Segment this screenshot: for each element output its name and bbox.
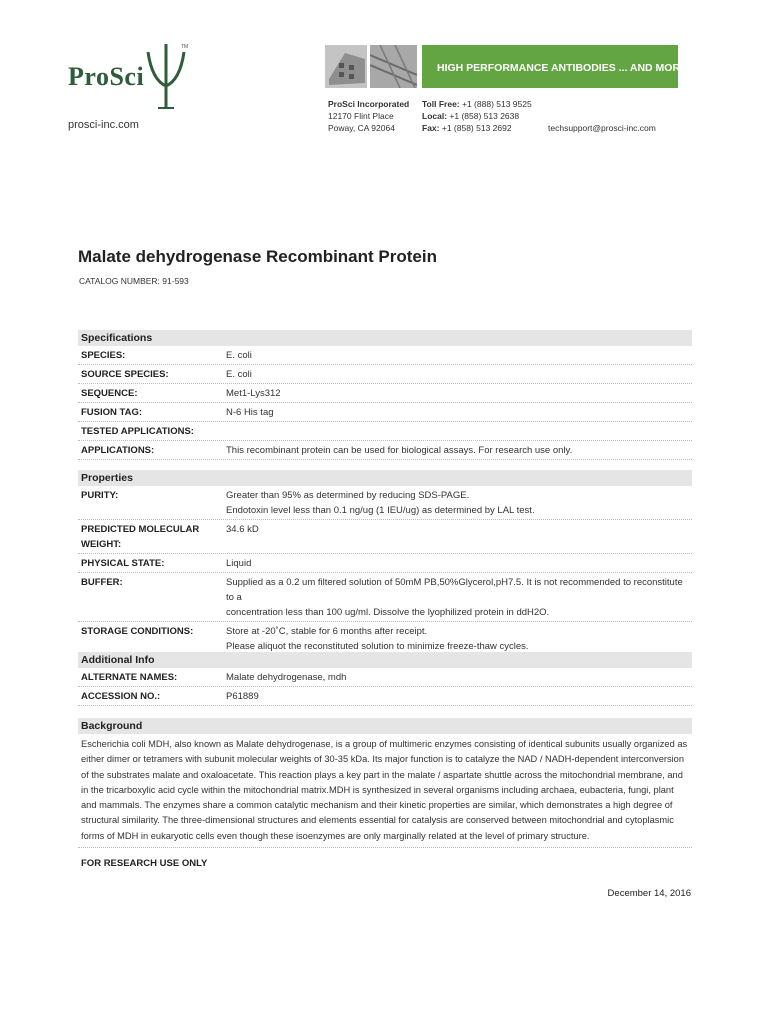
spec-label: APPLICATIONS: [81,445,155,456]
section-heading: Specifications [78,330,692,346]
spec-row [78,384,692,403]
support-email[interactable]: techsupport@prosci-inc.com [548,123,656,133]
spec-label: TESTED APPLICATIONS: [81,426,194,437]
background-section [78,718,692,848]
spec-value [226,424,692,439]
lab-photo [370,45,417,88]
toll-free-number[interactable]: +1 (888) 513 9525 [462,99,532,109]
purity-line: Endotoxin level less than 0.1 ng/ug (1 IEU/ug) as determined by LAL test. [226,505,535,516]
section-heading: Background [78,718,692,734]
background-line: forms of MDH in eukaryotic cells even though these isoenzymes are only marginally related at the level of primary structure. [81,830,590,841]
spec-label: FUSION TAG: [81,407,143,418]
purity-label: PURITY: [81,490,119,501]
buffer-line: concentration less than 100 ug/ml. Dissolve the lyophilized protein in ddH2O. [226,607,550,618]
spec-value: Met1-Lys312 [226,388,281,399]
toll-free-label: Toll Free: [422,99,460,109]
background-line: structural similarity. The three-dimensional structures and elements essential for catalysis are conserved between mitochondrial and cytoplasmic [81,815,674,826]
mw-label: WEIGHT: [81,539,122,550]
fax-number: +1 (858) 513 2692 [441,123,512,133]
accession-label: ACCESSION NO.: [81,691,161,702]
spec-row [78,346,692,365]
spec-label: SEQUENCE: [81,388,138,399]
research-use-note: FOR RESEARCH USE ONLY [81,858,208,869]
spec-value: N-6 His tag [226,407,274,418]
phone-block [422,98,532,134]
background-text [78,734,692,848]
section-heading: Properties [78,470,692,486]
accession-value[interactable]: P61889 [226,691,259,702]
storage-line: Store at -20˚C, stable for 6 months after receipt. [226,626,428,637]
spec-row [78,422,692,441]
background-line: either dimer or tetramers with subunit molecular weights of 30-35 kDa. Its major function is to catalyze the NAD / NADH-dependent interconversion [81,754,685,765]
specifications-section [78,330,692,460]
spec-value: E. coli [226,369,252,380]
background-line: Escherichia coli MDH, also known as Malate dehydrogenase, is a group of multimeric enzymes consisting of identical subunits usually organized as [81,739,688,749]
company-address [328,98,409,134]
state-label: PHYSICAL STATE: [81,558,165,569]
storage-label: STORAGE CONDITIONS: [81,626,194,637]
local-number[interactable]: +1 (858) 513 2638 [449,111,520,121]
building-photo [325,45,367,88]
properties-section [78,470,692,656]
background-line: and mammals. The enzymes share a common catalytic mechanism and their kinetic properties are similar, which demonstrates a high degree of [81,800,673,811]
spec-row [78,365,692,384]
tagline-banner: HIGH PERFORMANCE ANTIBODIES ... AND MORE [422,45,678,88]
street: 12170 Flint Place [328,111,394,121]
spec-value: This recombinant protein can be used for biological assays. For research use only. [226,445,573,456]
document-date: December 14, 2016 [607,888,691,899]
storage-row [78,622,692,656]
section-heading: Additional Info [78,652,692,668]
alt-value: Malate dehydrogenase, mdh [226,672,347,683]
spec-value: E. coli [226,350,252,361]
local-label: Local: [422,111,448,121]
alternate-names-row [78,668,692,687]
storage-line: Please aliquot the reconstituted solution to minimize freeze-thaw cycles. [226,641,529,652]
city: Poway, CA 92064 [328,123,395,133]
purity-row [78,486,692,520]
mw-value: 34.6 kD [226,524,259,535]
catalog-number: CATALOG NUMBER: 91-593 [79,276,189,286]
buffer-line: Supplied as a 0.2 um filtered solution of 50mM PB,50%Glycerol,pH7.5. It is not recommended to reconstitute to a [226,577,683,603]
state-value: Liquid [226,558,252,569]
purity-line: Greater than 95% as determined by reducing SDS-PAGE. [226,490,470,501]
spec-row [78,403,692,422]
buffer-row [78,573,692,622]
physical-state-row [78,554,692,573]
background-line: in the tricarboxylic acid cycle within the mitochondrial matrix.MDH is synthesized in several organisms including archaea, eubacteria, fungi, plant [81,784,674,795]
page-title: Malate dehydrogenase Recombinant Protein [78,247,437,266]
website: prosci-inc.com [68,119,139,131]
additional-info-section [78,652,692,706]
buffer-label: BUFFER: [81,577,123,588]
mw-label: PREDICTED MOLECULAR [81,524,200,535]
spec-label: SOURCE SPECIES: [81,369,169,380]
spec-label: SPECIES: [81,350,126,361]
company-name: ProSci Incorporated [328,99,410,109]
trademark: TM [181,44,189,50]
spec-row [78,441,692,460]
accession-row [78,687,692,706]
logo-text: ProSci [68,62,145,91]
fax-label: Fax: [422,123,440,133]
alt-label: ALTERNATE NAMES: [81,672,178,683]
background-line: of the substrates malate and oxaloacetate. This reaction plays a key part in the malate / aspartate shuttle across the mitochondrial membrane, and [81,769,683,780]
molecular-weight-row [78,520,692,554]
